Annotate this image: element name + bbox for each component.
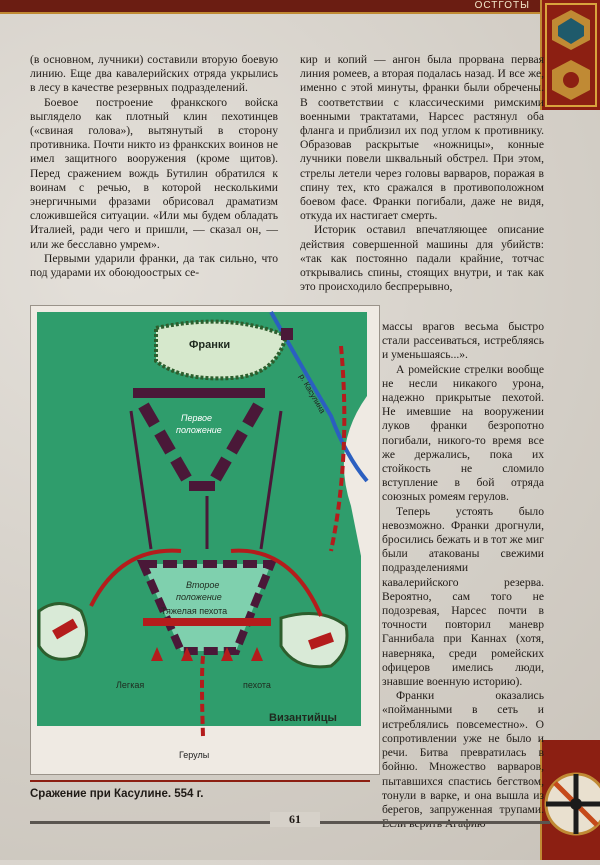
page-number: 61 <box>270 812 320 827</box>
text-column-right <box>300 53 544 294</box>
map-label-second-position-2: положение <box>176 592 222 602</box>
running-header: ОСТГОТЫ <box>474 0 530 11</box>
map-label-franks: Франки <box>189 339 231 351</box>
decorative-ornament-bottom <box>540 740 600 860</box>
frankish-unit <box>281 328 293 340</box>
paragraph: (в основном, лучники) составили вторую боевую линию. Еще два кавалерийских отряда укрылись в лесу в качестве резервных подразделений. <box>30 53 278 95</box>
frankish-unit <box>133 388 265 398</box>
caption-divider <box>30 780 370 782</box>
paragraph: А ромейские стрелки вообще не несли никакого урона, надежно прикрытые пехотой. Не имевшие на вооружении луков франки безропотно погибали, никого-то время все же держались, пока их стойкость не сломило вступление в бой отряда союзных ромеям герулов. <box>382 362 544 504</box>
paragraph: кир и копий — ангон была прорвана первая линия ромеев, а вторая подалась назад. И все же, именно с этой минуты, франки были обречены. В соответствии с классическими римскими военными трактатами, Нарсес растянул оба фланга и приблизил их под углом к противнику. Образовав раскрытые «ножницы», конные лучники повели шквальный обстрел. При этом, стрелы летели через головы варваров, поражая в спину тех, кто сражался в противоположном боевом фасе. Франки погибали, даже не видя, откуда их настигает смерть. <box>300 53 544 223</box>
paragraph: массы врагов весьма быстро стали рассеиваться, истребляясь и уменьшаясь...». <box>382 320 544 362</box>
text-column-left <box>30 53 278 280</box>
decorative-ornament-top <box>540 0 600 110</box>
map-label-heavy-infantry: Тяжелая пехота <box>161 606 228 616</box>
map-label-second-position: Второе <box>186 580 220 590</box>
paragraph: Теперь устоять было невозможно. Франки дрогнули, бросились бежать и в тот же миг были атакованы свежими подразделениями кавалерийского резерва. Вероятно, сам того не подозревая, Нарсес почти в точности повторил маневр Ганнибала при Каннах (хотя, наверняка, среди ромейских офицеров имелись люди, знавшие военную историю). <box>382 504 544 689</box>
paragraph: Историк оставил впечатляющее описание действия совершенной машины для убийств: «так как постоянно падали крайние, тотчас открывались спины, стоящих внутри, и так как это происходило беспрерывно, <box>300 223 544 294</box>
frankish-unit <box>189 481 215 491</box>
map-label-light: Легкая <box>116 680 145 690</box>
battle-map <box>30 305 380 775</box>
figure-caption: Сражение при Касулине. 554 г. <box>30 788 204 800</box>
paragraph: Первыми ударили франки, да так сильно, что под ударами их обоюдоострых се- <box>30 251 278 280</box>
map-label-river: р. Касулина <box>297 372 327 415</box>
byzantine-line <box>143 618 271 626</box>
text-column-right-lower <box>382 320 544 831</box>
map-label-infantry: пехота <box>243 680 271 690</box>
map-label-heruli: Герулы <box>179 750 210 760</box>
header-bar <box>0 0 545 14</box>
paragraph: Боевое построение франкского войска выглядело как плотный клин пехотинцев («свиная голова»), вытянутый в сторону противника. Почти никто из франкских воинов не имел защитного вооружения (кроме щитов). Перед сражением вождь Бутилин обратился к воинам с речью, в которой несколькими энергичными фразами обрисовал драматизм сложившейся ситуации. «Или мы будем обладать Италией, ради чего и пришли, — сказал он, — или же бесславно умрем». <box>30 95 278 251</box>
map-label-first-position: Первое <box>181 413 213 423</box>
map-label-byzantines: Византийцы <box>269 712 337 724</box>
paragraph: Франки оказались «пойманными в сеть и истреблялись повсеместно». О сопротивлении уже не было и речи. Битва превратилась в бойню. Множество варваров, пытавшихся спастись бегством, тонули в варке, и она вышла из берегов, запруженная трупами. <box>382 689 544 816</box>
map-label-first-position-2: положение <box>176 425 222 435</box>
